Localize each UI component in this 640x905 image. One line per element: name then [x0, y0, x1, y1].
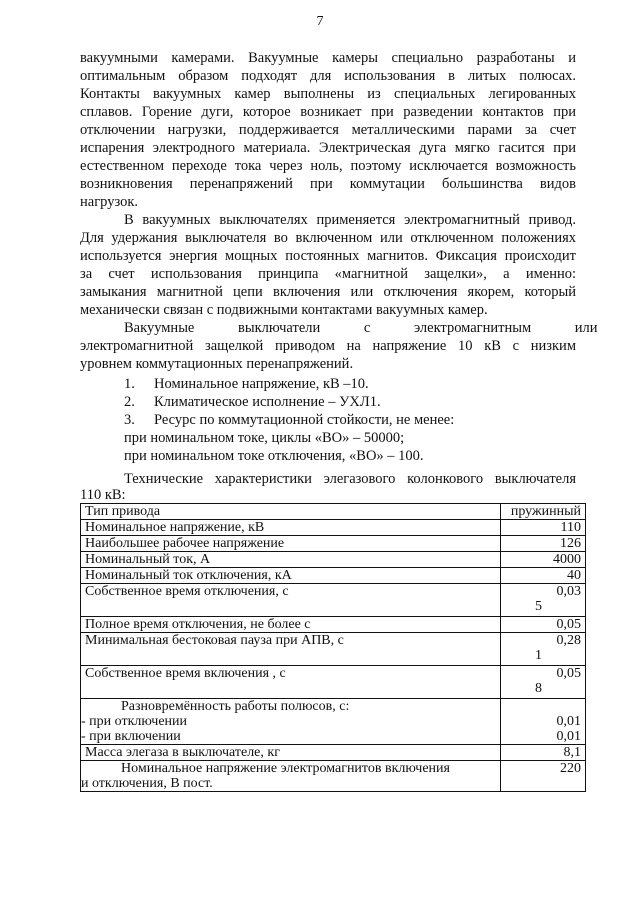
value-cell: 40	[501, 568, 586, 584]
value-main: 0,03	[556, 584, 581, 599]
list-item: Номинальное напряжение, кВ –10.	[154, 376, 369, 392]
simultaneity-on-value: 0,01	[556, 729, 581, 744]
value-wrap: 5	[535, 599, 542, 614]
table-header-row	[81, 504, 586, 520]
param-cell: Наибольшее рабочее напряжение	[81, 536, 501, 552]
text-line: за счет использования принципа «магнитной защелки», а именно:	[80, 266, 576, 282]
simultaneity-off-label: - при отключении	[81, 714, 188, 729]
param-cell: Минимальная бестоковая пауза при АПВ, с	[81, 633, 501, 666]
value-cell	[501, 666, 586, 699]
text-line: естественном переходе тока через ноль, поэтому исключается возможность	[80, 158, 576, 174]
param-cell: Номинальное напряжение, кВ	[81, 520, 501, 536]
page-number: 7	[316, 14, 324, 29]
text-line: электромагнитной защелкой приводом на напряжение 10 кВ с низким	[80, 338, 576, 354]
value-main: 0,05	[556, 666, 581, 681]
text-line: механически связан с подвижными контактами вакуумных камер.	[80, 302, 488, 318]
text-line: Вакуумные выключатели с электромагнитным или	[124, 320, 598, 336]
resource-line: при номинальном токе отключения, «ВО» – 100.	[124, 448, 424, 464]
text-line: замыкания магнитной цепи включения или отключения якорем, который	[80, 284, 576, 300]
magnet-voltage-line2: и отключения, В пост.	[81, 776, 213, 791]
table-caption: 110 кВ:	[80, 487, 126, 503]
text-line: возникновения перенапряжений при коммутации большинства видов	[80, 176, 576, 192]
simultaneity-off-value: 0,01	[556, 714, 581, 729]
table-row	[81, 745, 586, 761]
table-row	[81, 520, 586, 536]
text-line: используется энергия мощных постоянных магнитов. Фиксация происходит	[80, 248, 576, 264]
table-row	[81, 552, 586, 568]
text-line: вакуумными камерами. Вакуумные камеры специально разработаны и	[80, 50, 576, 66]
param-cell: Номинальный ток, А	[81, 552, 501, 568]
magnet-voltage-line1: Номинальное напряжение электромагнитов включения	[121, 761, 450, 776]
header-value: пружинный	[501, 504, 586, 520]
text-line: В вакуумных выключателях применяется электромагнитный привод.	[124, 212, 576, 228]
value-cell: 126	[501, 536, 586, 552]
param-cell: Полное время отключения, не более с	[81, 617, 501, 633]
list-number: 3.	[124, 412, 135, 428]
value-cell	[501, 633, 586, 666]
list-item: Климатическое исполнение – УХЛ1.	[154, 394, 381, 410]
simultaneity-on-label: - при включении	[81, 729, 181, 744]
value-wrap: 8	[535, 681, 542, 696]
table-row	[81, 536, 586, 552]
text-line: Для удержания выключателя во включенном или отключенном положениях	[80, 230, 576, 246]
value-cell: 4000	[501, 552, 586, 568]
table-row	[81, 568, 586, 584]
text-line: оптимальным образом подходят для использования в литых полюсах.	[80, 68, 576, 84]
list-item: Ресурс по коммутационной стойкости, не менее:	[154, 412, 455, 428]
list-number: 1.	[124, 376, 135, 392]
table-row	[81, 761, 586, 792]
list-number: 2.	[124, 394, 135, 410]
param-cell: Номинальный ток отключения, кА	[81, 568, 501, 584]
param-cell	[81, 761, 501, 792]
text-line: сплавов. Горение дуги, которое возникает при разведении контактов при	[80, 104, 576, 120]
specs-table	[80, 503, 586, 792]
value-cell: 220	[501, 761, 586, 792]
text-line: уровнем коммутационных перенапряжений.	[80, 356, 354, 372]
text-line: отключении нагрузки, поддерживается металлическими парами за счет	[80, 122, 576, 138]
table-row	[81, 584, 586, 617]
table-row	[81, 617, 586, 633]
table-row	[81, 699, 586, 745]
text-line: Контакты вакуумных камер выполнены из специальных легированных	[80, 86, 576, 102]
param-cell: Собственное время отключения, с	[81, 584, 501, 617]
resource-line: при номинальном токе, циклы «ВО» – 50000;	[124, 430, 405, 446]
value-cell: 110	[501, 520, 586, 536]
table-row	[81, 666, 586, 699]
value-cell: 8,1	[501, 745, 586, 761]
value-wrap: 1	[535, 648, 542, 663]
table-caption: Технические характеристики элегазового колонкового выключателя	[124, 471, 576, 487]
param-cell	[81, 699, 501, 745]
value-cell: 0,05	[501, 617, 586, 633]
param-cell: Собственное время включения , с	[81, 666, 501, 699]
header-param: Тип привода	[81, 504, 501, 520]
value-main: 0,28	[556, 633, 581, 648]
param-cell: Масса элегаза в выключателе, кг	[81, 745, 501, 761]
text-line: испарения электродного материала. Электрическая дуга мягко гасится при	[80, 140, 576, 156]
simultaneity-title: Разновремённость работы полюсов, с:	[121, 699, 350, 714]
text-line: нагрузок.	[80, 194, 139, 210]
value-cell	[501, 699, 586, 745]
table-row	[81, 633, 586, 666]
value-cell	[501, 584, 586, 617]
